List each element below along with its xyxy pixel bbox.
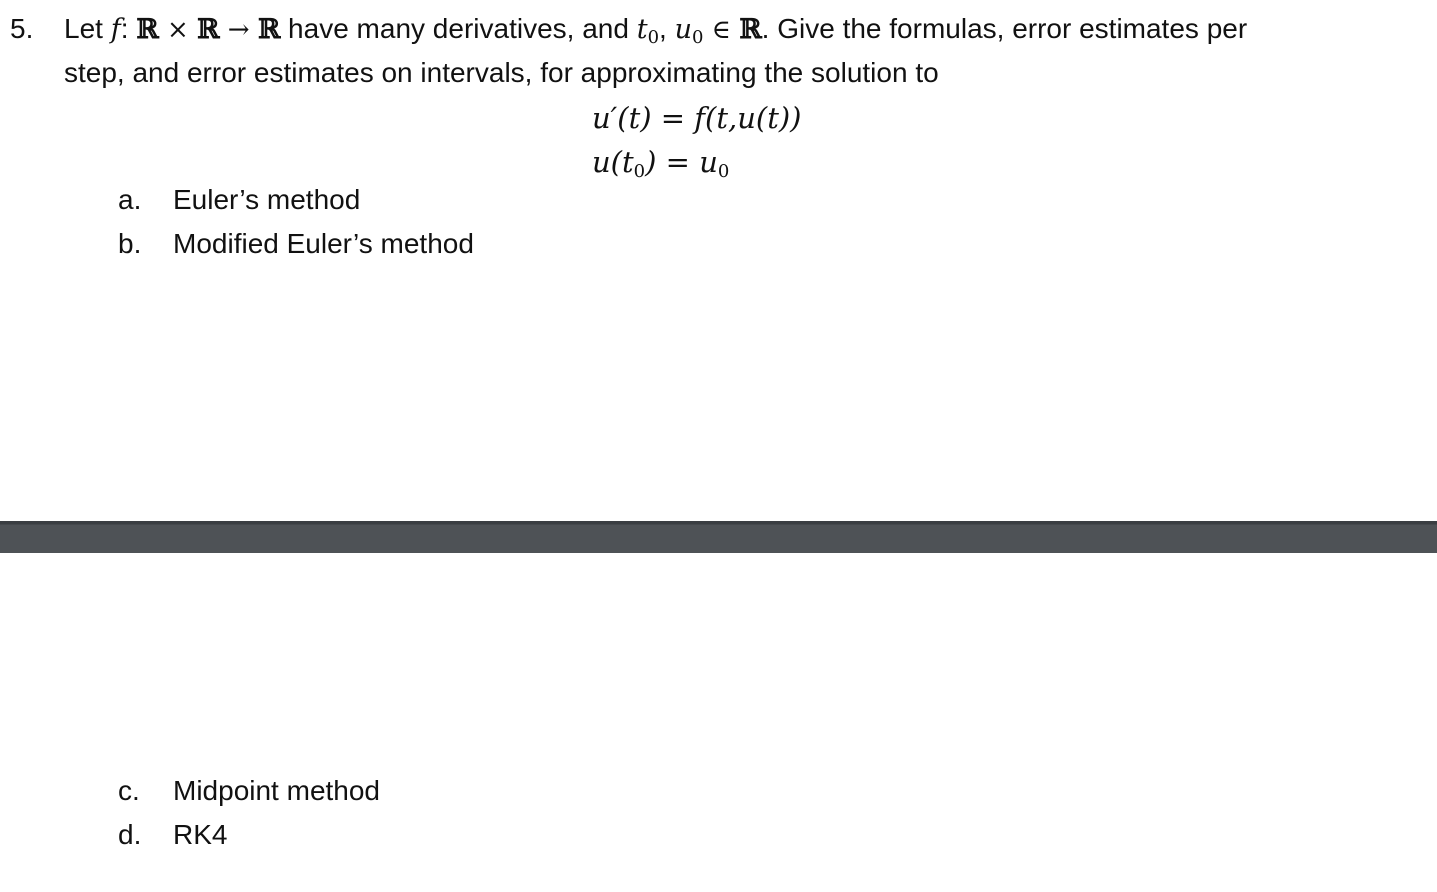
- symbol-reals: ℝ: [197, 14, 220, 45]
- item-label: d.: [118, 819, 142, 850]
- symbol-u0: $u_0$: [674, 14, 704, 48]
- question-number: 5.: [10, 13, 34, 44]
- equation-ode: u′(t) = f(t,u(t)): [592, 101, 802, 135]
- symbol-reals: ℝ: [136, 14, 159, 45]
- item-text: Midpoint method: [173, 775, 381, 806]
- symbol-in: ∈: [703, 15, 740, 45]
- question-line-2: step, and error estimates on intervals, for approximating the solution to: [64, 57, 939, 88]
- item-text: RK4: [173, 819, 228, 850]
- text-give-formulas: . Give the formulas, error estimates per: [761, 13, 1248, 44]
- equation-initial-condition: $u(t_0) = u_0$: [592, 145, 730, 182]
- text-comma: ,: [659, 13, 675, 44]
- text-have-derivatives: have many derivatives, and: [280, 13, 637, 44]
- item-label: a.: [118, 184, 142, 215]
- symbol-times: ×: [158, 15, 198, 45]
- item-label: c.: [118, 775, 140, 806]
- text-colon: :: [120, 13, 137, 44]
- page-divider: [0, 521, 1437, 553]
- symbol-reals: ℝ: [739, 14, 762, 45]
- symbol-arrow: →: [219, 15, 258, 45]
- symbol-reals: ℝ: [257, 14, 281, 45]
- symbol-t0: $t_0$: [636, 14, 660, 48]
- symbol-f: f: [110, 14, 121, 45]
- item-text: Modified Euler’s method: [173, 228, 474, 259]
- text-let: Let: [64, 13, 111, 44]
- question-line-1: [64, 11, 1247, 56]
- item-text: Euler’s method: [173, 184, 361, 215]
- item-label: b.: [118, 228, 142, 259]
